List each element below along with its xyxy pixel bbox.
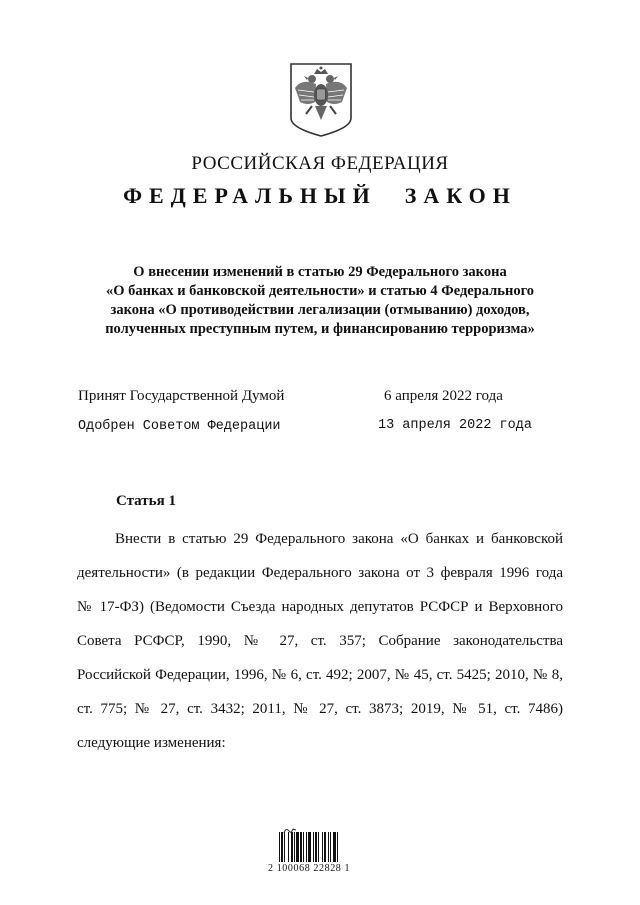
barcode-number: 2 100068 22828 1 xyxy=(268,863,351,874)
barcode-bar xyxy=(306,832,307,862)
barcode-bar xyxy=(296,832,299,862)
article-line: Внести в статью 29 Федерального закона «О банках и банковской xyxy=(115,531,563,547)
adopted-by-duma-date: 6 апреля 2022 года xyxy=(384,388,503,404)
law-title-line: «О банках и банковской деятельности» и статью 4 Федерального xyxy=(105,283,535,299)
article-line: следующие изменения: xyxy=(77,735,226,751)
law-title-line: полученных преступным путем, и финансированию терроризма» xyxy=(105,321,535,337)
document-type xyxy=(0,183,640,209)
barcode-bar xyxy=(288,832,289,862)
law-title-line: О внесении изменений в статью 29 Федерального закона xyxy=(133,264,507,280)
law-title-line: закона «О противодействии легализации (отмыванию) доходов, xyxy=(110,302,530,318)
barcode-bar xyxy=(284,832,285,862)
adopted-by-duma-label: Принят Государственной Думой xyxy=(78,388,285,404)
barcode-bar xyxy=(291,832,293,862)
article-line: деятельности» (в редакции Федерального закона от 3 февраля 1996 года xyxy=(77,565,563,581)
article-line: № 17-ФЗ) (Ведомости Съезда народных депутатов РСФСР и Верховного xyxy=(77,599,563,615)
barcode-bar xyxy=(328,832,329,862)
article-line: ст. 775; № 27, ст. 3432; 2011, № 27, ст. 3873; 2019, № 51, ст. 7486) xyxy=(77,701,563,717)
coat-of-arms-icon xyxy=(288,62,354,138)
document-type-word-1: ФЕДЕРАЛЬНЫЙ xyxy=(123,183,377,208)
barcode-bar xyxy=(313,832,314,862)
barcode-bar xyxy=(281,832,283,862)
country-name: РОССИЙСКАЯ ФЕДЕРАЦИЯ xyxy=(191,153,449,174)
approved-by-council-label: Одобрен Советом Федерации xyxy=(78,419,281,434)
barcode-bar xyxy=(303,832,304,862)
barcode-bar xyxy=(315,832,317,862)
law-title xyxy=(60,263,580,339)
barcode-bar xyxy=(337,832,338,862)
article-body xyxy=(77,522,563,760)
barcode-bar xyxy=(333,832,336,862)
barcode-bar xyxy=(318,832,319,862)
article-line: Российской Федерации, 1996, № 6, ст. 492; 2007, № 45, ст. 5425; 2010, № 8, xyxy=(77,667,563,683)
small-stamp-mark xyxy=(283,822,297,831)
barcode-bar xyxy=(308,832,311,862)
barcode-bar xyxy=(324,832,326,862)
barcode-bar xyxy=(279,832,280,862)
barcode-bar xyxy=(294,832,295,862)
barcode-bar xyxy=(300,832,302,862)
barcode-bar xyxy=(322,832,323,862)
approved-by-council-date: 13 апреля 2022 года xyxy=(378,418,532,433)
article-line: Совета РСФСР, 1990, № 27, ст. 357; Собрание законодательства xyxy=(77,633,563,649)
document-type-word-2: ЗАКОН xyxy=(404,183,517,208)
barcode-icon xyxy=(279,832,351,862)
article-heading: Статья 1 xyxy=(116,493,176,509)
barcode-bar xyxy=(330,832,331,862)
